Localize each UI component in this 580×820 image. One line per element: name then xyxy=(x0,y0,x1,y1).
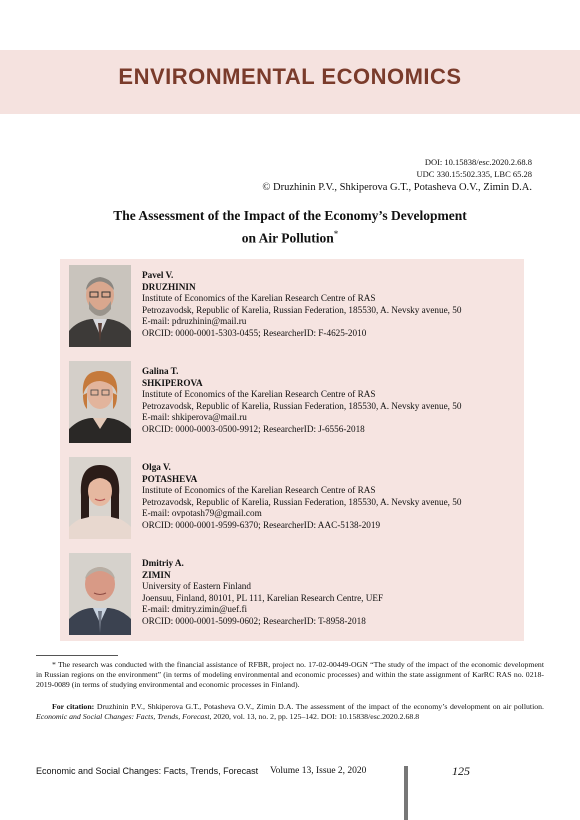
author-identifiers: ORCID: 0000-0001-5303-0455; ResearcherID: F-4625-2010 xyxy=(142,327,367,338)
title-line-1: The Assessment of the Impact of the Economy’s Development xyxy=(113,208,467,223)
footer-journal: Economic and Social Changes: Facts, Trends, Forecast xyxy=(36,766,259,776)
author-address: Joensuu, Finland, 80101, PL 111, Karelian Research Centre, UEF xyxy=(142,592,384,603)
title-line-2: on Air Pollution xyxy=(241,230,334,246)
author-last-name: POTASHEVA xyxy=(142,473,198,484)
author-address: Petrozavodsk, Republic of Karelia, Russian Federation, 185530, A. Nevsky avenue, 50 xyxy=(142,304,462,315)
citation-rest: , 2020, vol. 13, no. 2, pp. 125–142. DOI: 10.15838/esc.2020.2.68.8 xyxy=(209,712,420,721)
section-title: ENVIRONMENTAL ECONOMICS xyxy=(118,64,462,89)
authors-panel xyxy=(60,259,524,641)
title-footnote-mark: * xyxy=(333,229,339,239)
author-photo xyxy=(69,361,131,443)
copyright-text: © Druzhinin P.V., Shkiperova G.T., Potasheva O.V., Zimin D.A. xyxy=(262,182,532,193)
author-identifiers: ORCID: 0000-0003-0500-9912; ResearcherID: J-6556-2018 xyxy=(142,423,365,434)
author-card xyxy=(60,259,524,351)
author-identifiers: ORCID: 0000-0001-5099-0602; ResearcherID: T-8958-2018 xyxy=(142,615,366,626)
author-organization: Institute of Economics of the Karelian Research Centre of RAS xyxy=(142,293,376,304)
author-last-name: ZIMIN xyxy=(142,569,171,580)
author-first-name: Olga V. xyxy=(142,462,171,472)
funding-footnote xyxy=(36,660,544,690)
author-info xyxy=(142,366,522,436)
author-organization: University of Eastern Finland xyxy=(142,581,251,592)
author-first-name: Galina T. xyxy=(142,366,179,376)
article-title xyxy=(40,207,540,248)
author-info xyxy=(142,270,522,340)
author-info xyxy=(142,558,522,628)
author-email: E-mail: dmitry.zimin@uef.fi xyxy=(142,604,248,615)
author-card xyxy=(60,355,524,447)
author-email: E-mail: ovpotash79@gmail.com xyxy=(142,508,262,519)
article-meta xyxy=(262,156,532,195)
author-organization: Institute of Economics of the Karelian Research Centre of RAS xyxy=(142,485,376,496)
author-address: Petrozavodsk, Republic of Karelia, Russian Federation, 185530, A. Nevsky avenue, 50 xyxy=(142,496,462,507)
author-email: E-mail: pdruzhinin@mail.ru xyxy=(142,316,247,327)
footer-volume: Volume 13, Issue 2, 2020 xyxy=(270,766,367,776)
citation-footnote xyxy=(36,702,544,722)
author-photo xyxy=(69,457,131,539)
author-email: E-mail: shkiperova@mail.ru xyxy=(142,412,247,423)
footnote-mark: * xyxy=(52,660,56,669)
citation-journal: Economic and Social Changes: Facts, Trends, Forecast xyxy=(36,712,210,721)
author-address: Petrozavodsk, Republic of Karelia, Russian Federation, 185530, A. Nevsky avenue, 50 xyxy=(142,400,462,411)
author-last-name: SHKIPEROVA xyxy=(142,377,203,388)
footer-divider-bar xyxy=(404,766,408,820)
author-photo xyxy=(69,553,131,635)
footnote-divider xyxy=(36,655,118,656)
author-card xyxy=(60,451,524,543)
citation-main: Druzhinin P.V., Shkiperova G.T., Potasheva O.V., Zimin D.A. The assessment of the impact of the economy’s development on air pollution. xyxy=(96,702,544,711)
doi-text: DOI: 10.15838/esc.2020.2.68.8 xyxy=(424,157,532,167)
udc-text: UDC 330.15:502.335, LBC 65.28 xyxy=(416,169,532,179)
author-identifiers: ORCID: 0000-0001-9599-6370; ResearcherID: AAC-5138-2019 xyxy=(142,519,381,530)
author-info xyxy=(142,462,522,532)
author-first-name: Pavel V. xyxy=(142,270,174,280)
footnote-text: The research was conducted with the financial assistance of RFBR, project no. 17-02-00449-OGN “The study of the impact of the economic development in Russian regions on the environment” (in terms of modeling environmental and economic processes) and within the state assignment of KarRC RAS no. 0218-2019-0089 (in terms of studying environmental and economic processes in Finland). xyxy=(36,660,544,689)
author-card xyxy=(60,547,524,639)
author-first-name: Dmitriy A. xyxy=(142,558,184,568)
author-photo xyxy=(69,265,131,347)
citation-label: For citation: xyxy=(52,702,95,711)
page-number: 125 xyxy=(452,764,470,778)
author-last-name: DRUZHININ xyxy=(142,281,196,292)
author-organization: Institute of Economics of the Karelian Research Centre of RAS xyxy=(142,389,376,400)
